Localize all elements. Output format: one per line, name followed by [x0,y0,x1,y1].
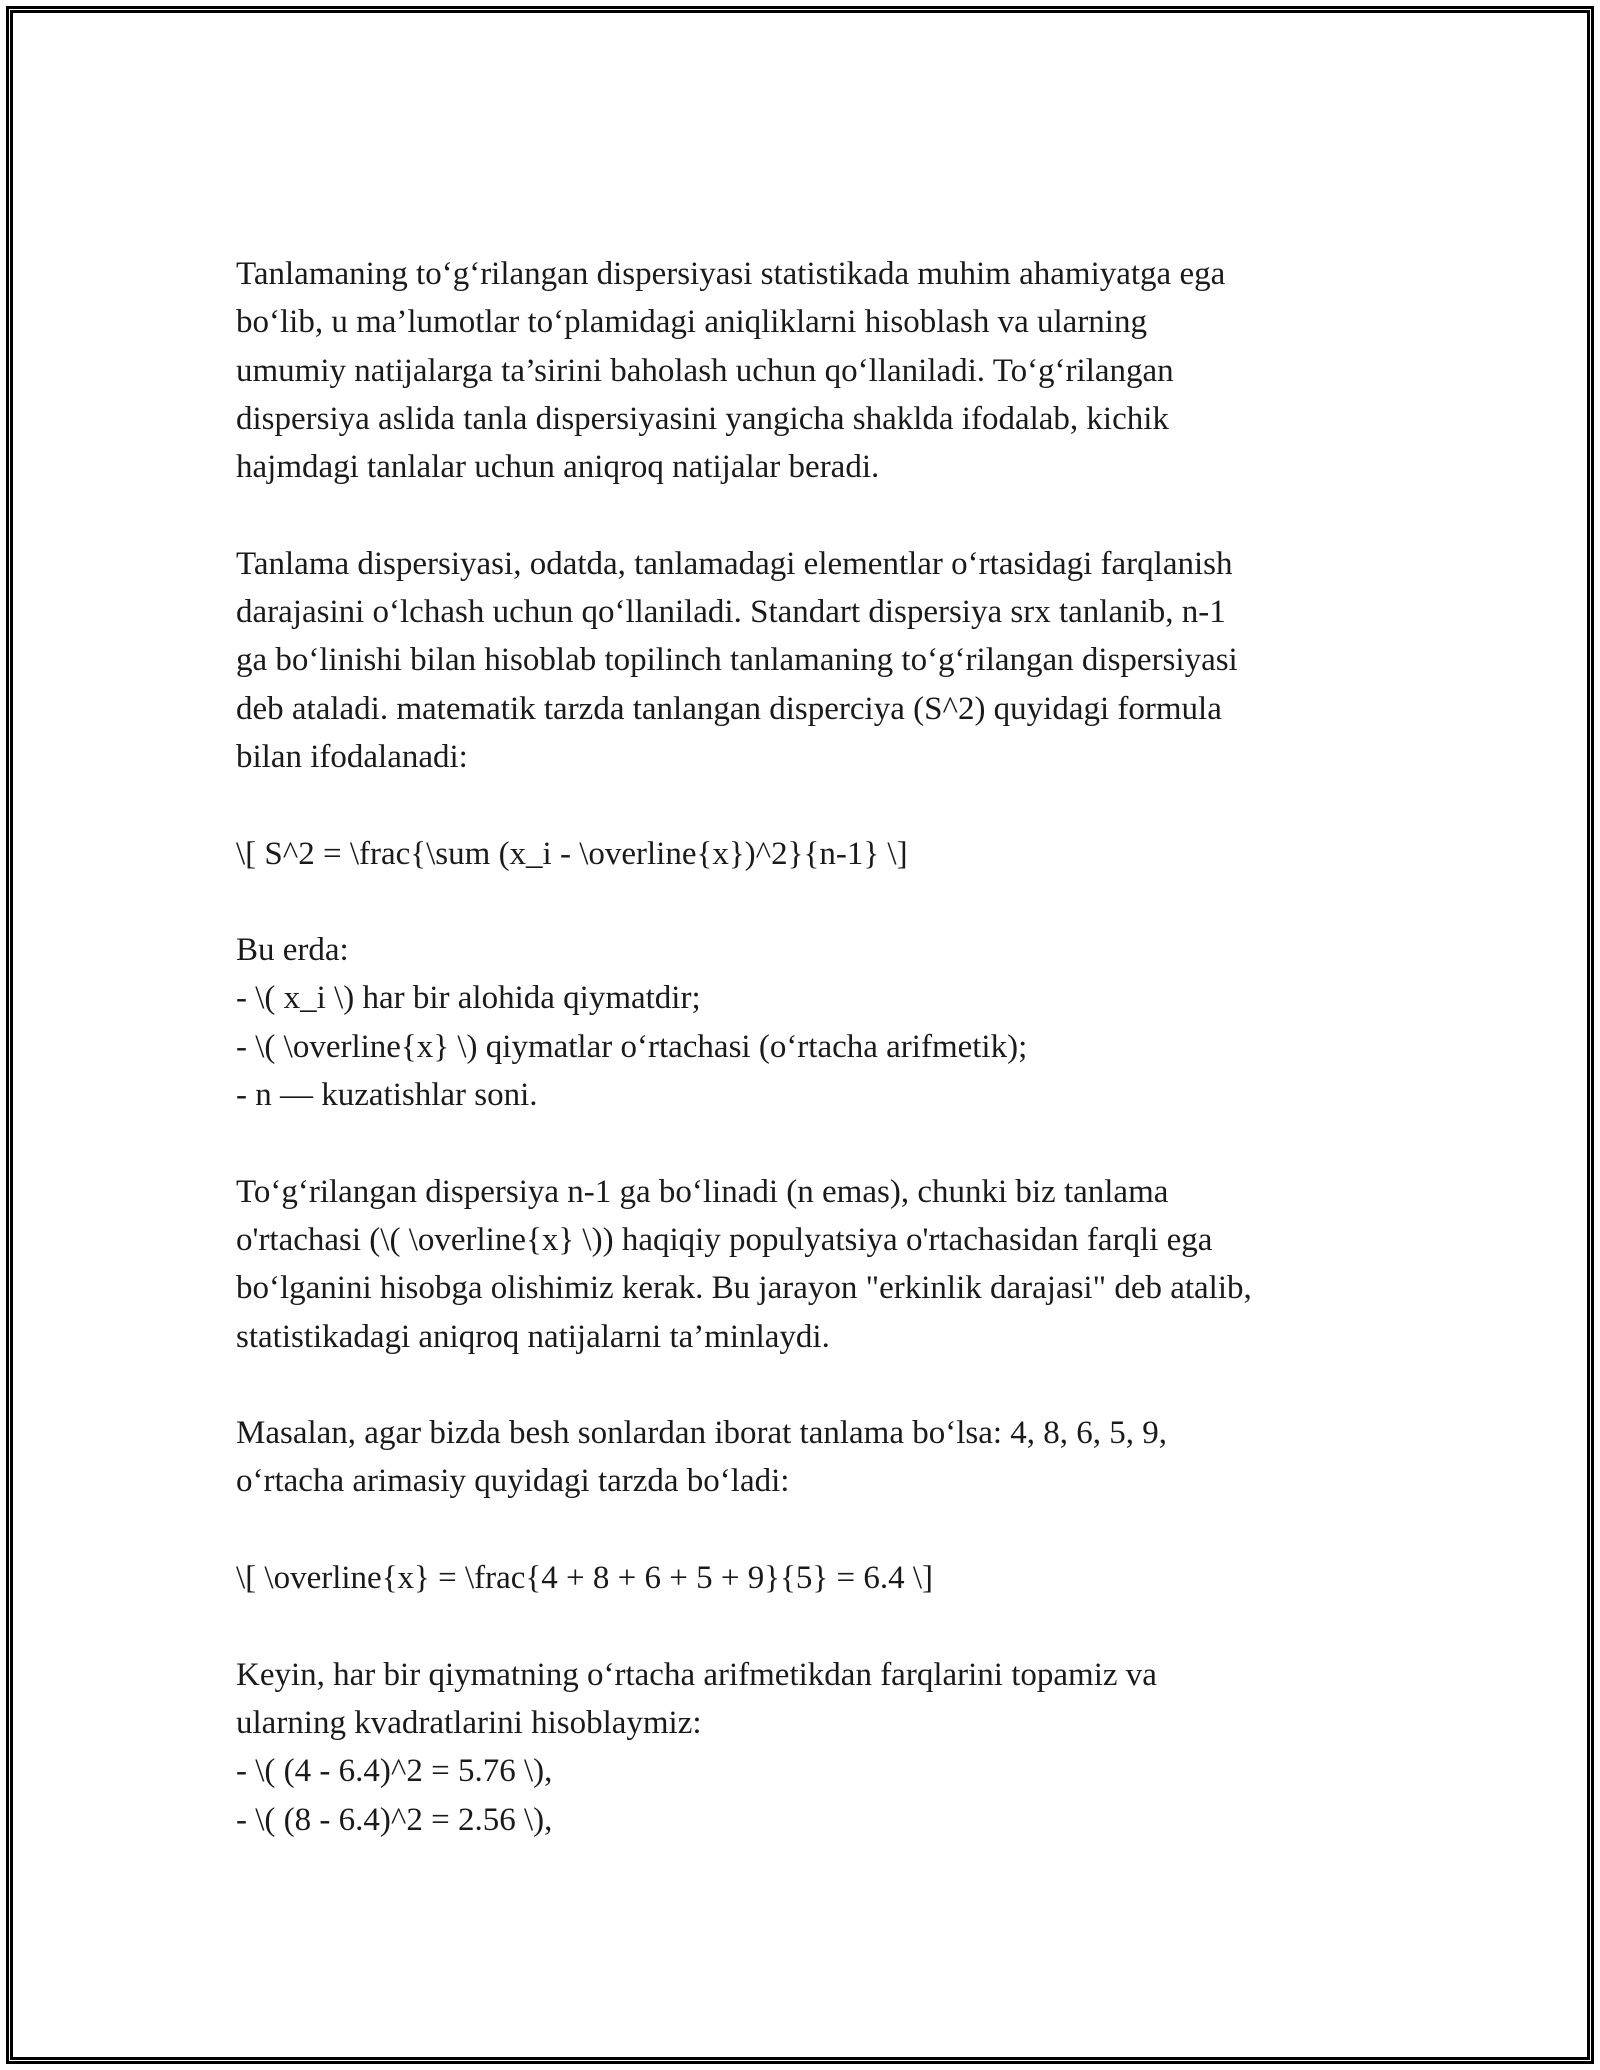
formula-mean: \[ \overline{x} = \frac{4 + 8 + 6 + 5 + 9}{5} = 6.4 \] [236,1560,933,1597]
paragraph-squared-differences: Keyin, har bir qiymatning o‘rtacha arifmetikdan farqlarini topamiz va ularning kvadratlarini hisoblaymiz: - \( (4 - 6.4)^2 = 5.76 \), - \( (8 - 6.4)^2 = 2.56 \), [236,1656,1157,1838]
paragraph-degrees-of-freedom: To‘g‘rilangan dispersiya n-1 ga bo‘linadi (n emas), chunki biz tanlama o'rtachasi (\( \overline{x} \)) haqiqiy populyatsiya o'rtachasidan farqli ega bo‘lganini hisobga olishimiz kerak. Bu jarayon "erkinlik darajasi" deb atalib, statistikadagi aniqroq natijalarni ta’minlaydi. [236,1173,1252,1355]
paragraph-sample-variance: Tanlama dispersiyasi, odatda, tanlamadagi elementlar o‘rtasidagi farqlanish darajasini o‘lchash uchun qo‘llaniladi. Standart dispersiya srx tanlanib, n-1 ga bo‘linishi bilan hisoblab topilinch tanlamaning to‘g‘rilangan dispersiyasi deb ataladi. matematik tarzda tanlangan disperciya (S^2) quyidagi formula bilan ifodalanadi: [236,545,1238,775]
definitions-list: Bu erda: - \( x_i \) har bir alohida qiymatdir; - \( \overline{x} \) qiymatlar o‘rtachasi (o‘rtacha arifmetik); - n — kuzatishlar soni. [236,932,1028,1114]
paragraph-example: Masalan, agar bizda besh sonlardan iborat tanlama bo‘lsa: 4, 8, 6, 5, 9, o‘rtacha arimasiy quyidagi tarzda bo‘ladi: [236,1415,1168,1500]
formula-variance: \[ S^2 = \frac{\sum (x_i - \overline{x})^2}{n-1} \] [236,835,908,872]
document-body [236,250,1386,1844]
paragraph-intro: Tanlamaning to‘g‘rilangan dispersiyasi statistikada muhim ahamiyatga ega bo‘lib, u ma’lumotlar to‘plamidagi aniqliklarni hisoblash va ularning umumiy natijalarga ta’sirini baholash uchun qo‘llaniladi. To‘g‘rilangan dispersiya aslida tanla dispersiyasini yangicha shaklda ifodalab, kichik hajmdagi tanlalar uchun aniqroq natijalar beradi. [236,256,1226,486]
